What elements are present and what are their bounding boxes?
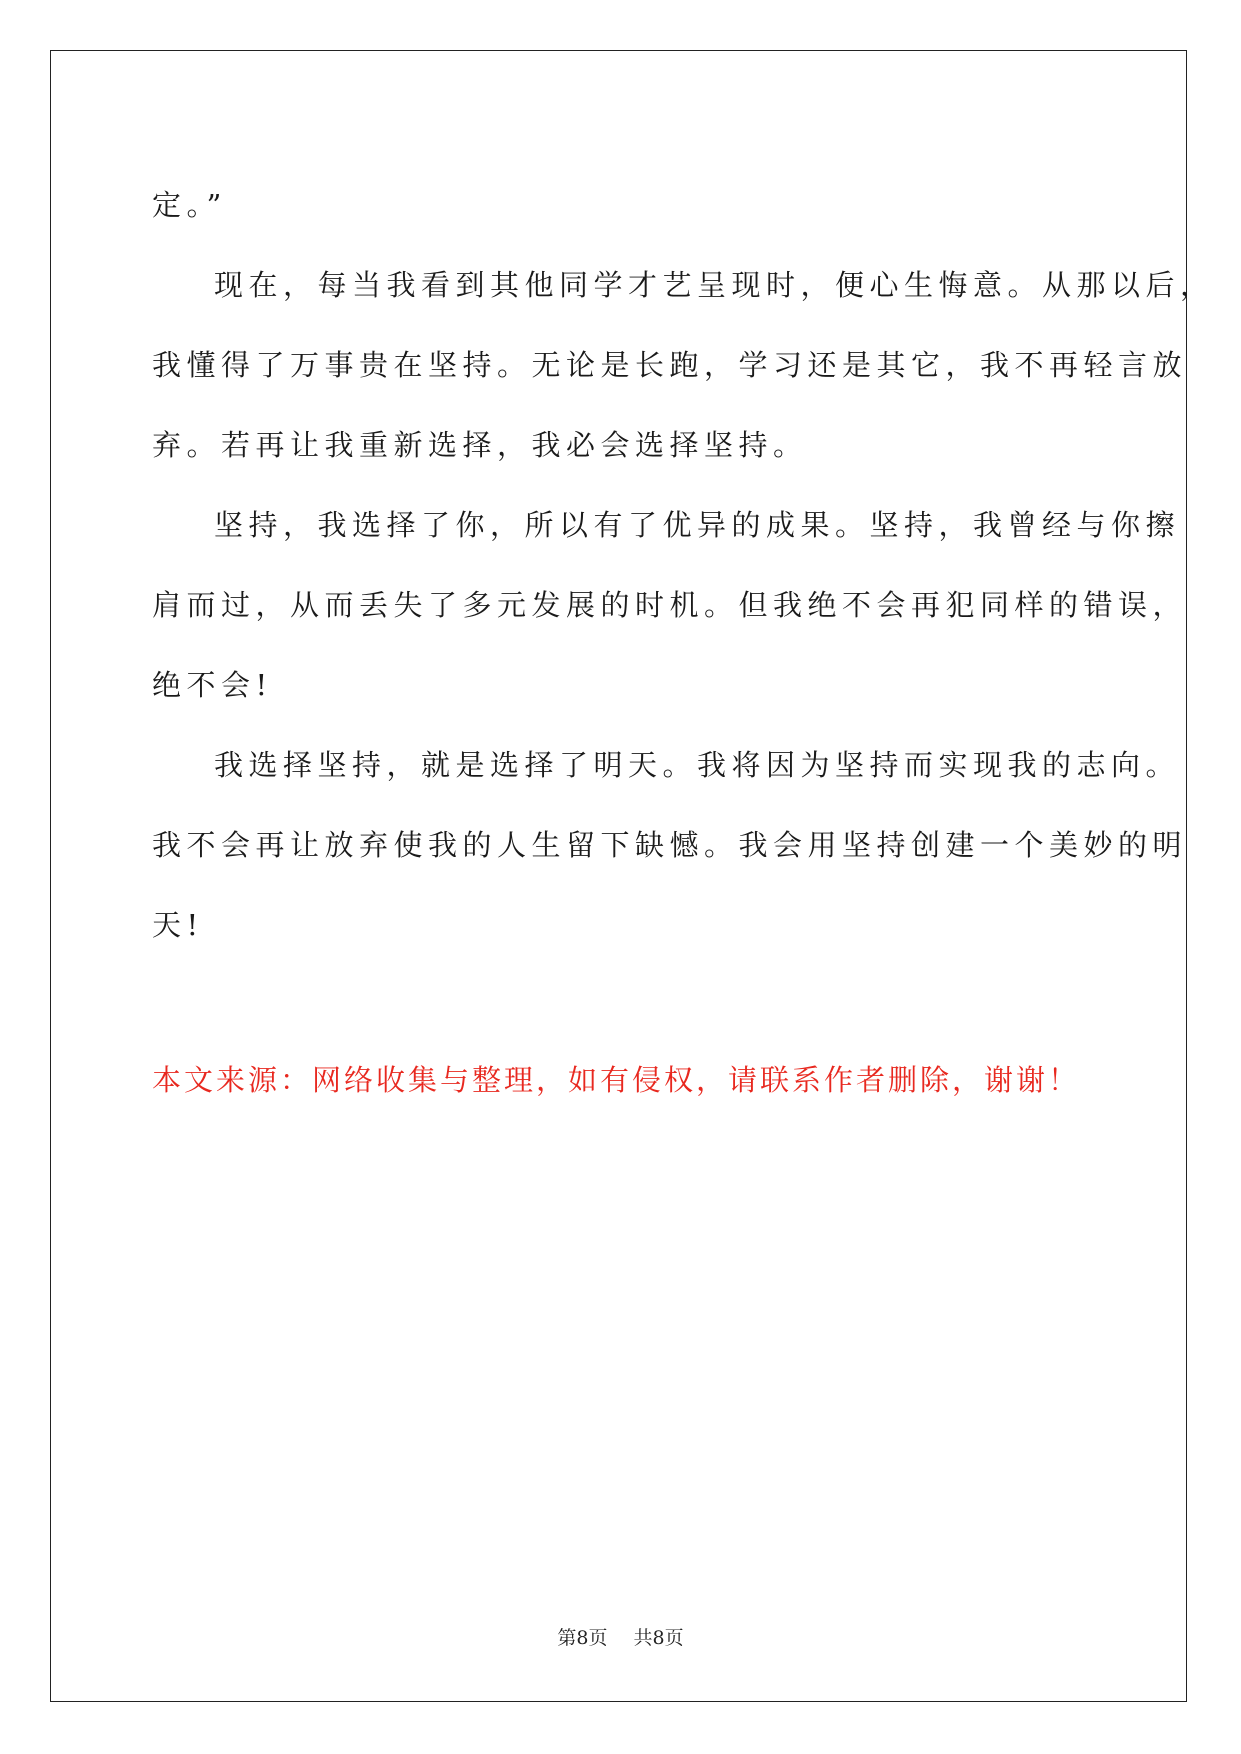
body-line: 弃。若再让我重新选择，我必会选择坚持。	[152, 428, 808, 462]
paragraph-start-line: 坚持，我选择了你，所以有了优异的成果。坚持，我曾经与你擦	[214, 508, 1181, 542]
document-body	[152, 165, 1215, 965]
body-line: 绝不会!	[152, 668, 273, 702]
source-disclaimer: 本文来源：网络收集与整理，如有侵权，请联系作者删除，谢谢！	[152, 1063, 1081, 1097]
body-line: 天!	[152, 908, 204, 942]
paragraph-start-line: 现在，每当我看到其他同学才艺呈现时，便心生悔意。从那以后，	[214, 268, 1215, 302]
page-footer	[0, 1623, 1241, 1650]
total-page-count: 共8页	[633, 1627, 684, 1649]
body-line: 我不会再让放弃使我的人生留下缺憾。我会用坚持创建一个美妙的明	[152, 828, 1188, 862]
body-line: 我懂得了万事贵在坚持。无论是长跑，学习还是其它，我不再轻言放	[152, 348, 1188, 382]
body-line: 定。”	[152, 188, 227, 222]
body-line: 肩而过，从而丢失了多元发展的时机。但我绝不会再犯同样的错误，	[152, 588, 1188, 622]
current-page-number: 第8页	[557, 1627, 608, 1649]
paragraph-start-line: 我选择坚持，就是选择了明天。我将因为坚持而实现我的志向。	[214, 748, 1181, 782]
